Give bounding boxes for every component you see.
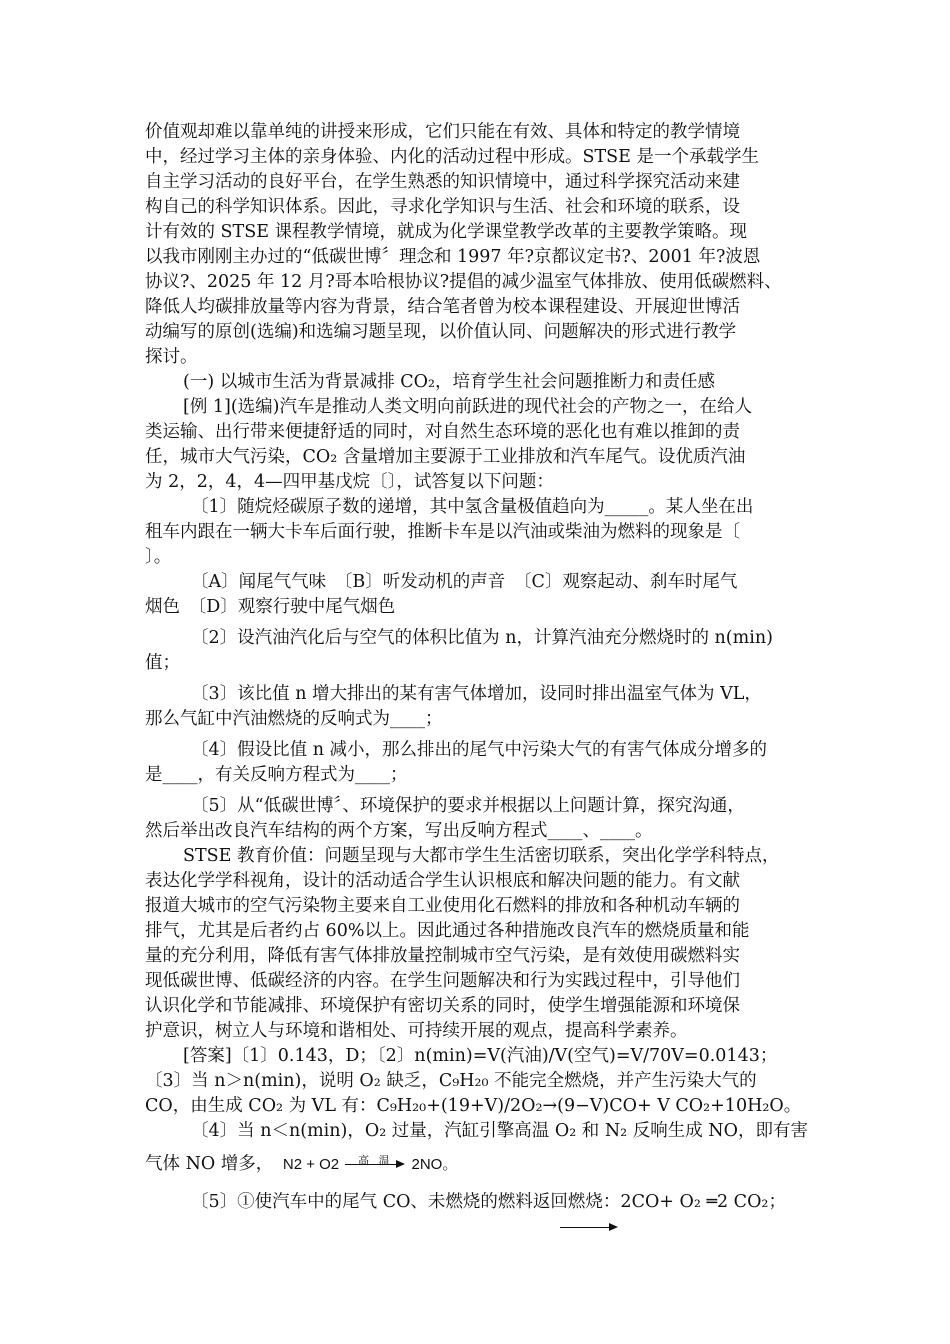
- reaction-right: 2NO。: [411, 1156, 458, 1173]
- stse-paragraph: STSE 教育价值：问题呈现与大都市学生生活密切联系，突出化学学科特点，: [183, 846, 780, 866]
- question-2-cont: 值；: [145, 653, 180, 673]
- paragraph-line: 探讨。: [145, 347, 198, 367]
- question-1-cont: 租车内跟在一辆大卡车后面行驶，推断卡车是以汽油或柴油为燃料的现象是〔: [145, 522, 740, 542]
- stse-paragraph: 表达化学学科视角，设计的活动适合学生认识根底和解决问题的能力。有文献: [145, 871, 740, 891]
- answer-line: CO，由生成 CO₂ 为 VL 有：C₉H₂₀+(19+V)/2O₂→(9−V)CO+ V CO₂+10H₂O。: [145, 1096, 802, 1116]
- arrow-head-icon: [609, 1223, 618, 1231]
- reaction-arrow-icon: [560, 1222, 618, 1234]
- reaction-left: N2 + O2: [282, 1156, 340, 1173]
- reaction-arrow: [345, 1155, 405, 1175]
- question-3: 〔3〕该比值 n 增大排出的某有害气体增加，设同时排出温室气体为 VL，: [191, 684, 762, 704]
- section-heading: (一) 以城市生活为背景减排 CO₂，培育学生社会问题推断力和责任感: [183, 372, 716, 392]
- question-1: 〔1〕随烷烃碳原子数的递增，其中氢含量极值趋向为_____。某人坐在出: [191, 497, 754, 517]
- answer-line: 〔5〕①使汽车中的尾气 CO、未燃烧的燃料返回燃烧：2CO+ O₂ ═2 CO₂；: [191, 1192, 786, 1212]
- stse-paragraph: 认识化学和节能减排、环境保护有密切关系的同时，使学生增强能源和环境保: [145, 996, 740, 1016]
- arrow-line: [560, 1227, 610, 1228]
- answer-line: [答案]〔1〕0.143，D；〔2〕n(min)=V(汽油)/V(空气)=V/70V=0.0143；: [183, 1046, 778, 1066]
- answer-line-reaction: [145, 1144, 810, 1184]
- arrow-line: [345, 1164, 397, 1165]
- reaction-equation: [283, 1145, 457, 1185]
- paragraph-line: 协议?、2025 年 12 月?哥本哈根协议?提倡的减少温室气体排放、使用低碳燃料、: [145, 272, 782, 292]
- stse-paragraph: 报道大城市的空气污染物主要来自工业使用化石燃料的排放和各种机动车辆的: [145, 896, 740, 916]
- question-4-cont: 是____，有关反响方程式为____；: [145, 765, 408, 785]
- paragraph-line: 以我市刚刚主办过的“低碳世博〞理念和 1997 年?京都议定书?、2001 年?波恩: [145, 247, 761, 267]
- question-4: 〔4〕假设比值 n 减小，那么排出的尾气中污染大气的有害气体成分增多的: [191, 740, 768, 760]
- answer-line-text: 气体 NO 增多，: [145, 1154, 274, 1174]
- example-line: 类运输、出行带来便捷舒适的同时，对自然生态环境的恶化也有难以推卸的责: [145, 422, 740, 442]
- question-1-cont: 〕。: [145, 547, 172, 567]
- example-line: 任，城市大气污染，CO₂ 含量增加主要源于工业排放和汽车尾气。设优质汽油: [145, 447, 746, 467]
- paragraph-line: 动编写的原创(选编)和选编习题呈现，以价值认同、问题解决的形式进行教学: [145, 322, 737, 342]
- answer-line: 〔3〕当 n＞n(min)，说明 O₂ 缺乏，C₉H₂₀ 不能完全燃烧，并产生污染大气的: [145, 1071, 757, 1091]
- document-body: [145, 120, 810, 1215]
- paragraph-line: 计有效的 STSE 课程教学情境，就成为化学课堂教学改革的主要教学策略。现: [145, 222, 748, 242]
- question-5: 〔5〕从“低碳世博〞、环境保护的要求并根据以上问题计算，探究沟通，: [191, 796, 745, 816]
- stse-paragraph: 护意识，树立人与环境和谐相处、可持续开展的观点，提高科学素养。: [145, 1021, 688, 1041]
- paragraph-line: 构自己的科学知识体系。因此，寻求化学知识与生活、社会和环境的联系，设: [145, 197, 740, 217]
- question-3-cont: 那么气缸中汽油燃烧的反响式为____；: [145, 709, 443, 729]
- paragraph-line: 中，经过学习主体的亲身体验、内化的活动过程中形成。STSE 是一个承载学生: [145, 147, 759, 167]
- stse-paragraph: 现低碳世博、低碳经济的内容。在学生问题解决和行为实践过程中，引导他们: [145, 971, 740, 991]
- options-line: 烟色 〔D〕观察行驶中尾气烟色: [145, 597, 396, 617]
- paragraph-line: 自主学习活动的良好平台，在学生熟悉的知识情境中，通过科学探究活动来建: [145, 172, 740, 192]
- stse-paragraph: 量的充分利用，降低有害气体排放量控制城市空气污染，是有效使用碳燃料实: [145, 946, 740, 966]
- example-line: 为 2，2，4，4—四甲基戊烷〔〕，试答复以下问题：: [145, 472, 554, 492]
- paragraph-line: 降低人均碳排放量等内容为背景，结合笔者曾为校本课程建设、开展迎世博活: [145, 297, 740, 317]
- arrow-head-icon: [396, 1160, 405, 1168]
- question-2: 〔2〕设汽油汽化后与空气的体积比值为 n，计算汽油充分燃烧时的 n(min): [191, 628, 773, 648]
- options-line: 〔A〕闻尾气气味 〔B〕听发动机的声音 〔C〕观察起动、刹车时尾气: [191, 572, 738, 592]
- paragraph-line: 价值观却难以靠单纯的讲授来形成，它们只能在有效、具体和特定的教学情境: [145, 122, 740, 142]
- reaction-condition: 高 温: [358, 1154, 393, 1168]
- question-5-cont: 然后举出改良汽车结构的两个方案，写出反响方程式____、____。: [145, 821, 653, 841]
- stse-paragraph: 排气，尤其是后者约占 60%以上。因此通过各种措施改良汽车的燃烧质量和能: [145, 921, 750, 941]
- example-line: [例 1](选编)汽车是推动人类文明向前跃进的现代社会的产物之一，在给人: [183, 397, 753, 417]
- answer-line: 〔4〕当 n＜n(min)，O₂ 过量，汽缸引擎高温 O₂ 和 N₂ 反响生成 NO，即有害: [191, 1121, 808, 1141]
